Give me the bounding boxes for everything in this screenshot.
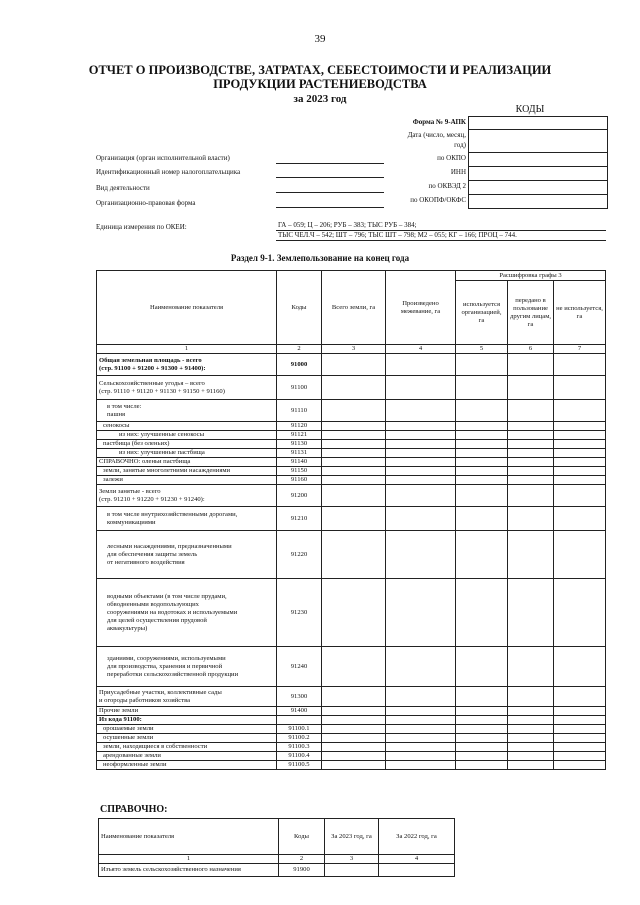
row-code: 91121 (277, 431, 322, 440)
value-cell[interactable] (508, 579, 554, 647)
row-name-line: водными объектами (в том числе прудами, (107, 592, 227, 600)
ref-header-code: Коды (279, 819, 325, 855)
ref-cell-2022[interactable] (379, 864, 455, 877)
value-cell[interactable] (322, 440, 386, 449)
ref-row-name: Изъято земель сельскохозяйственного назначения (99, 864, 279, 877)
value-cell[interactable] (386, 647, 456, 687)
ref-header-2023: За 2023 год, га (325, 819, 379, 855)
table-row (97, 752, 606, 761)
value-cell[interactable] (554, 376, 606, 400)
value-cell[interactable] (322, 734, 386, 743)
code-cell-okopf[interactable] (469, 195, 608, 209)
value-cell[interactable] (554, 449, 606, 458)
row-name-line: орошаемые земли (103, 725, 154, 732)
value-cell[interactable] (322, 725, 386, 734)
table-row (97, 734, 606, 743)
table-row (97, 476, 606, 485)
inn-line[interactable] (276, 177, 384, 178)
code-cell-date[interactable] (469, 130, 608, 153)
row-name (97, 354, 277, 376)
okpo-label: по ОКПО (437, 154, 466, 162)
value-cell[interactable] (456, 400, 508, 422)
row-name-line: переработки сельскохозяйственной продукции (107, 670, 239, 678)
row-name (97, 761, 277, 770)
value-cell[interactable] (386, 743, 456, 752)
code-cell-form[interactable] (469, 117, 608, 130)
value-cell[interactable] (386, 734, 456, 743)
value-cell[interactable] (554, 716, 606, 725)
value-cell[interactable] (508, 707, 554, 716)
value-cell[interactable] (508, 687, 554, 707)
value-cell[interactable] (508, 485, 554, 507)
table-row (97, 422, 606, 431)
row-name-line: из них: улучшенные сенокосы (119, 431, 205, 438)
table-row (97, 458, 606, 467)
row-code (277, 716, 322, 725)
value-cell[interactable] (386, 485, 456, 507)
value-cell[interactable] (508, 431, 554, 440)
value-cell[interactable] (554, 647, 606, 687)
ref-col-number: 2 (279, 855, 325, 864)
row-name (97, 743, 277, 752)
row-name-line: пастбища (без оленьих) (103, 440, 170, 447)
value-cell[interactable] (508, 716, 554, 725)
table-row (97, 431, 606, 440)
row-name (97, 376, 277, 400)
row-code: 91240 (277, 647, 322, 687)
value-cell[interactable] (386, 431, 456, 440)
value-cell[interactable] (554, 743, 606, 752)
value-cell[interactable] (322, 507, 386, 531)
value-cell[interactable] (554, 354, 606, 376)
row-name-line: для целей осуществления прудовой (107, 616, 207, 624)
value-cell[interactable] (386, 761, 456, 770)
row-name (97, 449, 277, 458)
ref-col-number: 1 (99, 855, 279, 864)
value-cell[interactable] (322, 467, 386, 476)
value-cell[interactable] (386, 354, 456, 376)
value-cell[interactable] (386, 467, 456, 476)
value-cell[interactable] (508, 449, 554, 458)
value-cell[interactable] (386, 376, 456, 400)
value-cell[interactable] (322, 422, 386, 431)
header-used: используется организацией, га (456, 281, 508, 345)
row-code: 91140 (277, 458, 322, 467)
value-cell[interactable] (386, 449, 456, 458)
value-cell[interactable] (386, 458, 456, 467)
value-cell[interactable] (456, 531, 508, 579)
row-name (97, 752, 277, 761)
header-code: Коды (277, 271, 322, 345)
value-cell[interactable] (508, 725, 554, 734)
value-cell[interactable] (322, 531, 386, 579)
value-cell[interactable] (508, 507, 554, 531)
value-cell[interactable] (456, 579, 508, 647)
row-code: 91100.5 (277, 761, 322, 770)
value-cell[interactable] (456, 440, 508, 449)
okopf-label: по ОКОПФ/ОКФС (410, 196, 466, 204)
table-row (97, 440, 606, 449)
table-row (97, 761, 606, 770)
row-name-line: (стр. 91100 + 91200 + 91300 + 91400): (99, 364, 206, 372)
code-cell-okpo[interactable] (469, 153, 608, 167)
row-name (97, 431, 277, 440)
header-total: Всего земли, га (322, 271, 386, 345)
table-row (97, 400, 606, 422)
row-name-line: осушенные земли (103, 734, 154, 741)
value-cell[interactable] (554, 467, 606, 476)
row-code: 91100.4 (277, 752, 322, 761)
value-cell[interactable] (554, 734, 606, 743)
row-name-line: (стр. 91110 + 91120 + 91130 + 91150 + 91160) (99, 387, 225, 395)
row-code: 91400 (277, 707, 322, 716)
row-code: 91160 (277, 476, 322, 485)
code-cell-okved[interactable] (469, 181, 608, 195)
row-name-line: для обеспечения защиты земель (107, 550, 198, 558)
ref-header-name: Наименование показателя (99, 819, 279, 855)
table-row (97, 354, 606, 376)
row-name-line: от негативного воздействия (107, 558, 185, 566)
row-name (97, 707, 277, 716)
organization-line[interactable] (276, 163, 384, 164)
value-cell[interactable] (508, 476, 554, 485)
value-cell[interactable] (508, 400, 554, 422)
row-code: 91120 (277, 422, 322, 431)
value-cell[interactable] (554, 440, 606, 449)
row-name-line: СПРАВОЧНО: оленьи пастбища (99, 458, 191, 465)
value-cell[interactable] (554, 458, 606, 467)
value-cell[interactable] (456, 743, 508, 752)
col-number: 6 (508, 345, 554, 354)
table-row (97, 716, 606, 725)
row-name-line: сооружениями на водотоках и используемыми (107, 608, 238, 616)
value-cell[interactable] (386, 687, 456, 707)
row-name-line: залежи (103, 476, 123, 483)
row-name (97, 725, 277, 734)
row-code: 91100.1 (277, 725, 322, 734)
row-name-line: коммуникациями (107, 518, 156, 526)
value-cell[interactable] (554, 485, 606, 507)
row-name (97, 716, 277, 725)
row-name-line: сенокосы (103, 422, 130, 429)
row-name-line: арендованные земли (103, 752, 161, 759)
activity-line[interactable] (276, 192, 384, 193)
value-cell[interactable] (508, 531, 554, 579)
value-cell[interactable] (554, 400, 606, 422)
row-name-line: зданиями, сооружениями, используемыми (107, 654, 226, 662)
row-name (97, 458, 277, 467)
col-number: 7 (554, 345, 606, 354)
table-row (97, 579, 606, 647)
table-row (97, 725, 606, 734)
row-code: 91100 (277, 376, 322, 400)
section-title: Раздел 9-1. Землепользование на конец года (230, 253, 410, 263)
table-row (97, 485, 606, 507)
value-cell[interactable] (456, 687, 508, 707)
value-cell[interactable] (322, 716, 386, 725)
header-not-used: не используется, га (554, 281, 606, 345)
table-row (97, 707, 606, 716)
value-cell[interactable] (554, 687, 606, 707)
row-code: 91000 (277, 354, 322, 376)
value-cell[interactable] (456, 716, 508, 725)
value-cell[interactable] (554, 707, 606, 716)
row-name (97, 687, 277, 707)
value-cell[interactable] (322, 400, 386, 422)
value-cell[interactable] (322, 752, 386, 761)
value-cell[interactable] (456, 725, 508, 734)
row-name-line: земли, находящиеся в собственности (103, 743, 208, 750)
value-cell[interactable] (554, 422, 606, 431)
row-code: 91100.3 (277, 743, 322, 752)
value-cell[interactable] (386, 752, 456, 761)
row-name-line: обводненными водопользующих (107, 600, 199, 608)
row-name (97, 485, 277, 507)
col-number: 4 (386, 345, 456, 354)
value-cell[interactable] (456, 476, 508, 485)
row-code: 91200 (277, 485, 322, 507)
okved-label: по ОКВЭД 2 (428, 182, 466, 190)
row-code: 91300 (277, 687, 322, 707)
header-breakdown: Расшифровка графы 3 (456, 271, 606, 281)
row-name-line: Общая земельная площадь - всего (99, 356, 202, 364)
code-cell-inn[interactable] (469, 167, 608, 181)
row-name (97, 440, 277, 449)
value-cell[interactable] (554, 507, 606, 531)
value-cell[interactable] (456, 376, 508, 400)
row-name (97, 507, 277, 531)
value-cell[interactable] (322, 579, 386, 647)
row-name (97, 422, 277, 431)
units-line1: ГА – 059; Ц – 206; РУБ – 383; ТЫС РУБ – 384; (278, 221, 417, 229)
row-code: 91230 (277, 579, 322, 647)
value-cell[interactable] (456, 467, 508, 476)
value-cell[interactable] (322, 354, 386, 376)
value-cell[interactable] (456, 647, 508, 687)
report-title-line1: ОТЧЕТ О ПРОИЗВОДСТВЕ, ЗАТРАТАХ, СЕБЕСТОИМОСТИ И РЕАЛИЗАЦИИ (88, 63, 552, 77)
ref-cell-2023[interactable] (325, 864, 379, 877)
row-name-line: Земли занятые - всего (99, 487, 161, 495)
inn-label: ИНН (450, 168, 466, 176)
col-number: 5 (456, 345, 508, 354)
value-cell[interactable] (322, 647, 386, 687)
row-name-line: в том числе внутрихозяйственными дорогами, (107, 510, 238, 518)
col-number: 2 (277, 345, 322, 354)
value-cell[interactable] (322, 761, 386, 770)
value-cell[interactable] (554, 752, 606, 761)
ref-header-2022: За 2022 год, га (379, 819, 455, 855)
value-cell[interactable] (554, 476, 606, 485)
value-cell[interactable] (386, 716, 456, 725)
row-code: 91150 (277, 467, 322, 476)
row-name-line: Сельскохозяйственные угодья – всего (99, 379, 205, 387)
value-cell[interactable] (386, 507, 456, 531)
value-cell[interactable] (386, 440, 456, 449)
value-cell[interactable] (322, 458, 386, 467)
row-code: 91131 (277, 449, 322, 458)
value-cell[interactable] (322, 376, 386, 400)
page-number: 39 (314, 33, 326, 45)
value-cell[interactable] (386, 725, 456, 734)
value-cell[interactable] (456, 354, 508, 376)
legal-form-label: Организационно-правовая форма (96, 199, 196, 207)
row-name (97, 400, 277, 422)
codes-header: КОДЫ (515, 104, 545, 115)
value-cell[interactable] (386, 400, 456, 422)
header-name: Наименование показателя (97, 271, 277, 345)
row-name (97, 476, 277, 485)
value-cell[interactable] (508, 467, 554, 476)
form-name: Форма № 9-АПК (412, 118, 466, 126)
row-code: 91210 (277, 507, 322, 531)
table-row (97, 687, 606, 707)
value-cell[interactable] (386, 531, 456, 579)
value-cell[interactable] (386, 579, 456, 647)
value-cell[interactable] (456, 458, 508, 467)
row-name-line: (стр. 91210 + 91220 + 91230 + 91240): (99, 495, 205, 503)
value-cell[interactable] (508, 458, 554, 467)
row-name-line: Из кода 91100: (99, 716, 142, 723)
value-cell[interactable] (508, 376, 554, 400)
value-cell[interactable] (508, 761, 554, 770)
row-name-line: пашня (107, 410, 126, 418)
value-cell[interactable] (322, 687, 386, 707)
table-row (97, 647, 606, 687)
value-cell[interactable] (508, 734, 554, 743)
table-row (97, 507, 606, 531)
legal-form-line[interactable] (276, 207, 384, 208)
ref-row-code: 91900 (279, 864, 325, 877)
row-name-line: Приусадебные участки, коллективные сады (99, 688, 222, 696)
value-cell[interactable] (508, 440, 554, 449)
row-name (97, 647, 277, 687)
value-cell[interactable] (508, 752, 554, 761)
value-cell[interactable] (554, 725, 606, 734)
reference-title: СПРАВОЧНО: (100, 804, 168, 815)
value-cell[interactable] (508, 354, 554, 376)
row-name (97, 734, 277, 743)
ref-col-number: 3 (325, 855, 379, 864)
value-cell[interactable] (386, 476, 456, 485)
value-cell[interactable] (456, 761, 508, 770)
row-name-line: из них: улучшенные пастбища (119, 449, 205, 456)
value-cell[interactable] (386, 422, 456, 431)
value-cell[interactable] (508, 422, 554, 431)
ref-col-number: 4 (379, 855, 455, 864)
value-cell[interactable] (456, 449, 508, 458)
row-code: 91110 (277, 400, 322, 422)
value-cell[interactable] (322, 476, 386, 485)
table-row (97, 531, 606, 579)
units-line2: ТЫС ЧЕЛ.Ч – 542; ШТ – 796; ТЫС ШТ – 798; М2 – 055; КГ – 166; ПРОЦ – 744. (278, 231, 517, 239)
row-name-line: в том числе: (107, 402, 142, 410)
value-cell[interactable] (456, 431, 508, 440)
row-name-line: для производства, хранения и первичной (107, 662, 223, 670)
value-cell[interactable] (554, 761, 606, 770)
table-row (97, 743, 606, 752)
value-cell[interactable] (322, 707, 386, 716)
value-cell[interactable] (322, 449, 386, 458)
row-name (97, 579, 277, 647)
row-name (97, 467, 277, 476)
value-cell[interactable] (456, 707, 508, 716)
activity-label: Вид деятельности (96, 184, 150, 192)
col-number: 1 (97, 345, 277, 354)
units-divider-2 (276, 240, 606, 241)
value-cell[interactable] (554, 431, 606, 440)
units-label: Единица измерения по ОКЕИ: (96, 223, 187, 231)
table-row (97, 449, 606, 458)
date-label-2: год) (454, 141, 466, 149)
header-transferred: передано в пользование другим лицам, га (508, 281, 554, 345)
codes-box (468, 116, 608, 209)
value-cell[interactable] (322, 431, 386, 440)
row-name (97, 531, 277, 579)
organization-label: Организация (орган исполнительной власти) (96, 154, 230, 162)
value-cell[interactable] (554, 579, 606, 647)
value-cell[interactable] (508, 743, 554, 752)
value-cell[interactable] (554, 531, 606, 579)
value-cell[interactable] (322, 485, 386, 507)
date-label-1: Дата (число, месяц, (407, 131, 466, 139)
table-row (97, 467, 606, 476)
value-cell[interactable] (456, 507, 508, 531)
value-cell[interactable] (508, 647, 554, 687)
value-cell[interactable] (322, 743, 386, 752)
value-cell[interactable] (456, 752, 508, 761)
value-cell[interactable] (456, 422, 508, 431)
row-name-line: лесными насаждениями, предназначенными (107, 542, 232, 550)
row-name-line: земли, занятые многолетними насаждениями (103, 467, 231, 474)
land-use-table (96, 270, 606, 770)
report-title-year: за 2023 год (293, 93, 347, 105)
value-cell[interactable] (386, 707, 456, 716)
col-number: 3 (322, 345, 386, 354)
value-cell[interactable] (456, 734, 508, 743)
row-name-line: и огороды работников хозяйства (99, 696, 191, 704)
table-row (97, 376, 606, 400)
row-code: 91100.2 (277, 734, 322, 743)
row-name-line: неоформленные земли (103, 761, 167, 768)
row-name-line: аквакультуры) (107, 624, 148, 632)
row-name-line: Прочие земли (99, 707, 139, 714)
header-survey: Произведено межевание, га (386, 271, 456, 345)
row-code: 91130 (277, 440, 322, 449)
report-title-line2: ПРОДУКЦИИ РАСТЕНИЕВОДСТВА (213, 77, 427, 91)
reference-table (98, 818, 455, 877)
value-cell[interactable] (456, 485, 508, 507)
row-code: 91220 (277, 531, 322, 579)
inn-full-label: Идентификационный номер налогоплательщика (96, 168, 241, 176)
